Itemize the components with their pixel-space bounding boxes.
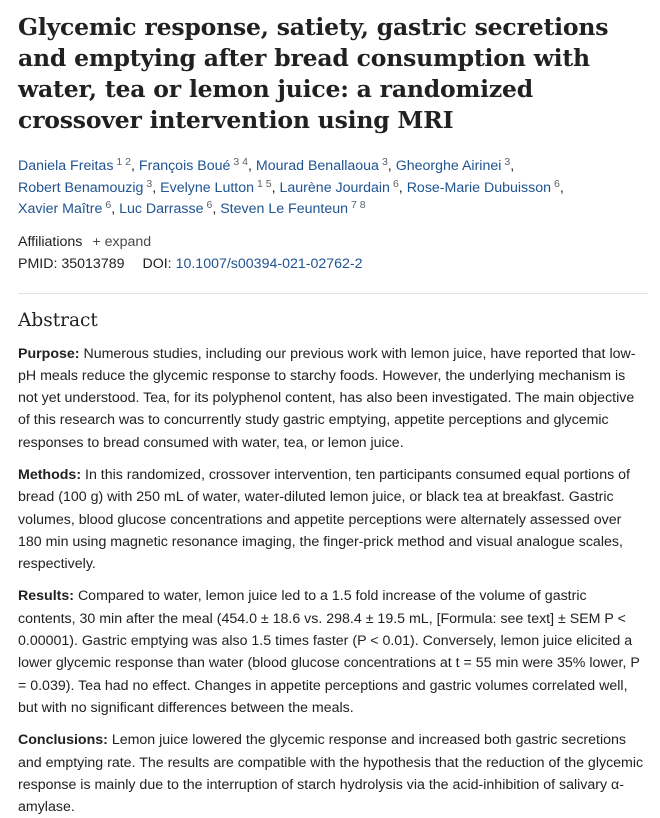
affiliation-ref[interactable]: 6 [206, 199, 212, 211]
abstract-methods [18, 464, 648, 575]
author-link[interactable]: Evelyne Lutton [160, 180, 254, 196]
section-text: Compared to water, lemon juice led to a 1.5 fold increase of the volume of gastric contents, 30 min after the meal (454.0 ± 18.6 vs. 298.4 ± 19.5 mL, [Formula: see text] ± SEM P < 0.00001). Gastric emptying was also 1.5 times faster (P < 0.01). Conversely, lemon juice elicited a lower glycemic response than water (blood glucose concentrations at t = 55 min were 35% lower, P = 0.039). Tea had no effect. Changes in appetite perceptions and gastric volumes correlated well, but with no significant differences between the meals. [18, 588, 640, 715]
author-link[interactable]: Daniela Freitas [18, 158, 113, 174]
section-label: Results: [18, 588, 74, 604]
affiliation-ref[interactable]: 6 [105, 199, 111, 211]
affiliations-toggle[interactable] [18, 231, 648, 253]
section-divider [18, 293, 648, 294]
pmid-label: PMID: [18, 256, 57, 272]
section-text: In this randomized, crossover intervention, ten participants consumed equal portions of bread (100 g) with 250 mL of water, water-diluted lemon juice, or black tea at breakfast. Gastric volumes, blood glucose concentrations and appetite perceptions were alternately assessed over 180 min using magnetic resonance imaging, the finger-prick method and visual analogue scales, respectively. [18, 467, 630, 572]
pmid-value: 35013789 [61, 256, 124, 272]
affiliation-ref[interactable]: 7 8 [351, 199, 366, 211]
abstract-heading: Abstract [18, 310, 648, 331]
section-label: Purpose: [18, 346, 80, 362]
author-link[interactable]: Steven Le Feunteun [220, 201, 348, 217]
section-text: Lemon juice lowered the glycemic response and increased both gastric secretions and emptying rate. The results are compatible with the hypothesis that the reduction of the glycemic response is mainly due to the interruption of starch hydrolysis via the acid-inhibition of salivary α-amylase. [18, 732, 643, 815]
affiliation-ref[interactable]: 3 4 [233, 156, 248, 168]
identifiers [18, 253, 648, 275]
affiliation-ref[interactable]: 1 5 [257, 178, 272, 190]
author-link[interactable]: François Boué [139, 158, 230, 174]
author-link[interactable]: Xavier Maître [18, 201, 102, 217]
doi-label: DOI: [142, 256, 171, 272]
article-title: Glycemic response, satiety, gastric secretions and emptying after bread consumption with water, tea or lemon juice: a randomized crossover intervention using MRI [18, 12, 648, 136]
abstract-purpose [18, 343, 648, 454]
affiliations-label: Affiliations [18, 234, 82, 250]
author-list: Daniela Freitas $^{1 2}$, François Boué $^{3 4}$, Mourad Benallaoua $^3$, Gheorghe Airinei $^3$, Robert Benamouzig $^3$, Evelyne Lutton $^{1 5}$, Laurène Jourdain $^6$, Rose-Marie Dubuisson $^6$, Xavier Maître $^6$, Luc Darrasse $^6$, Steven Le Feunteun $^{7 8}$ [18, 156, 648, 221]
section-label: Methods: [18, 467, 81, 483]
abstract-conclusions [18, 729, 648, 818]
abstract-body [18, 343, 648, 818]
section-text: Numerous studies, including our previous work with lemon juice, have reported that low-pH meals reduce the glycemic response to starchy foods. However, the underlying mechanism is not yet understood. Tea, for its polyphenol content, has also been investigated. The main objective of this research was to concurrently study gastric emptying, appetite perceptions and glycemic responses to bread consumed with water, tea, or lemon juice. [18, 346, 635, 451]
abstract-results [18, 585, 648, 719]
doi-link[interactable]: 10.1007/s00394-021-02762-2 [176, 256, 363, 272]
author-link[interactable]: Laurène Jourdain [280, 180, 390, 196]
author-link[interactable]: Mourad Benallaoua [256, 158, 379, 174]
section-label: Conclusions: [18, 732, 108, 748]
affiliation-ref[interactable]: 6 [393, 178, 399, 190]
expand-button[interactable]: + expand [92, 234, 151, 250]
affiliation-ref[interactable]: 3 [382, 156, 388, 168]
affiliation-ref[interactable]: 1 2 [116, 156, 131, 168]
affiliation-ref[interactable]: 3 [504, 156, 510, 168]
author-link[interactable]: Gheorghe Airinei [396, 158, 502, 174]
author-link[interactable]: Rose-Marie Dubuisson [407, 180, 551, 196]
author-link[interactable]: Luc Darrasse [119, 201, 203, 217]
affiliation-ref[interactable]: 3 [146, 178, 152, 190]
author-link[interactable]: Robert Benamouzig [18, 180, 143, 196]
affiliation-ref[interactable]: 6 [554, 178, 560, 190]
